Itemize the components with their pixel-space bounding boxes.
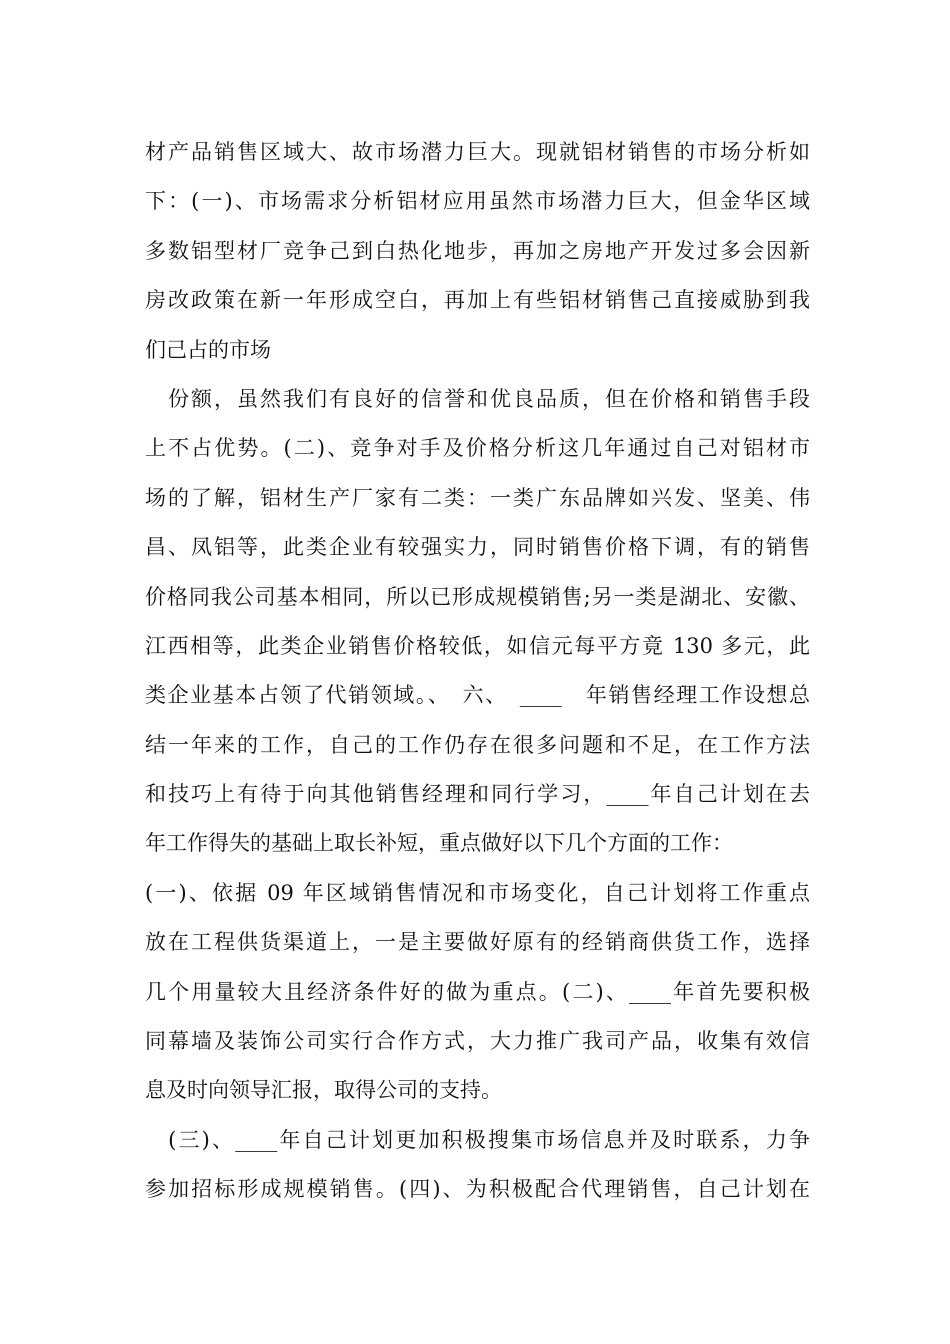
text-line: 下：(一)、市场需求分析铝材应用虽然市场潜力巨大，但金华区域 bbox=[145, 189, 810, 214]
text-line: 参加招标形成规模销售。(四)、为积极配合代理销售，自己计划在 bbox=[145, 1177, 810, 1202]
text-line: 上不占优势。(二)、竞争对手及价格分析这几年通过自己对铝材市 bbox=[145, 436, 810, 461]
text-line: 材产品销售区域大、故市场潜力巨大。现就铝材销售的市场分析如 bbox=[145, 140, 810, 164]
text-line: 价格同我公司基本相同，所以已形成规模销售;另一类是湖北、安徽、 bbox=[145, 584, 810, 609]
text-line: 房改政策在新一年形成空白，再加上有些铝材销售己直接威胁到我 bbox=[145, 288, 810, 313]
text-line: 多数铝型材厂竞争己到白热化地步，再加之房地产开发过多会因新 bbox=[145, 238, 810, 263]
text-line: 场的了解，铝材生产厂家有二类：一类广东品牌如兴发、坚美、伟 bbox=[145, 485, 810, 510]
text-line: 和技巧上有待于向其他销售经理和同行学习，____年自己计划在去 bbox=[145, 782, 810, 807]
text-line: 同幕墙及装饰公司实行合作方式，大力推广我司产品，收集有效信 bbox=[145, 1029, 810, 1054]
text-line: 几个用量较大且经济条件好的做为重点。(二)、____年首先要积极 bbox=[145, 979, 810, 1004]
text-line: 江西相等，此类企业销售价格较低，如信元每平方竟 130 多元，此 bbox=[145, 633, 810, 658]
text-line: 年工作得失的基础上取长补短，重点做好以下几个方面的工作： bbox=[145, 831, 733, 856]
text-line: 息及时向领导汇报，取得公司的支持。 bbox=[145, 1078, 502, 1103]
text-line: 类企业基本占领了代销领域。、 六、 ____ 年销售经理工作设想总 bbox=[145, 683, 810, 708]
text-line: (一)、依据 09 年区域销售情况和市场变化，自己计划将工作重点 bbox=[145, 880, 810, 905]
text-line: 放在工程供货渠道上，一是主要做好原有的经销商供货工作，选择 bbox=[145, 930, 810, 955]
text-line: 结一年来的工作，自己的工作仍存在很多问题和不足，在工作方法 bbox=[145, 732, 810, 757]
text-line: 们己占的市场 bbox=[145, 337, 271, 362]
text-line: 昌、凤铝等，此类企业有较强实力，同时销售价格下调，有的销售 bbox=[145, 535, 810, 560]
document-body bbox=[145, 128, 810, 1215]
text-line: 份额，虽然我们有良好的信誉和优良品质，但在价格和销售手段 bbox=[145, 386, 810, 411]
text-line: (三)、____年自己计划更加积极搜集市场信息并及时联系，力争 bbox=[145, 1127, 810, 1152]
